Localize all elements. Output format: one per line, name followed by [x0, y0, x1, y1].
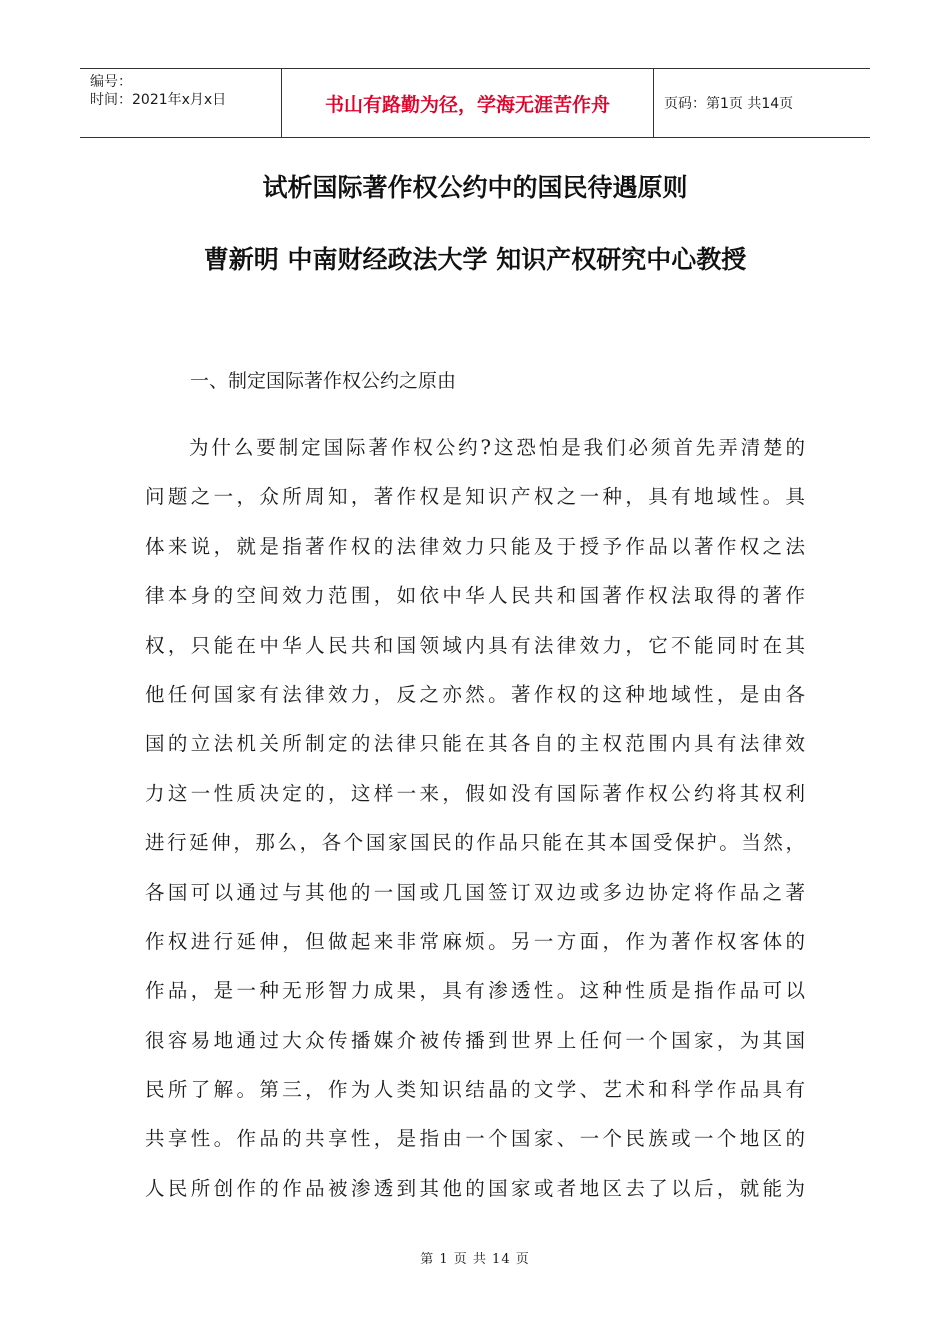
header-page-cell: [654, 69, 870, 137]
header-motto-cell: [282, 69, 654, 137]
paragraph-line: 体来说，就是指著作权的法律效力只能及于授予作品以著作权之法: [145, 534, 805, 558]
time-label: 时间：2021年x月x日: [90, 92, 227, 108]
paragraph-line: 作权进行延伸，但做起来非常麻烦。另一方面，作为著作权客体的: [145, 929, 805, 953]
paragraph-line: 进行延伸，那么，各个国家国民的作品只能在其本国受保护。当然，: [145, 831, 805, 855]
header-table: [80, 68, 870, 138]
motto-text: 书山有路勤为径，学海无涯苦作舟: [324, 93, 610, 116]
header-meta-cell: [80, 69, 282, 137]
paragraph-line: 民所了解。第三，作为人类知识结晶的文学、艺术和科学作品具有: [145, 1078, 805, 1102]
paragraph-line: 各国可以通过与其他的一国或几国签订双边或多边协定将作品之著: [145, 880, 805, 904]
paragraph-line: 他任何国家有法律效力，反之亦然。著作权的这种地域性，是由各: [145, 682, 805, 706]
page-footer: 第 1 页 共 14 页: [420, 1252, 530, 1267]
paragraph-line: 作品，是一种无形智力成果，具有渗透性。这种性质是指作品可以: [145, 979, 805, 1003]
body-paragraph: [145, 428, 805, 1218]
section-heading: 一、制定国际著作权公约之原由: [190, 370, 457, 392]
paragraph-line: 权，只能在中华人民共和国领域内具有法律效力，它不能同时在其: [145, 633, 805, 657]
author-line: 曹新明 中南财经政法大学 知识产权研究中心教授: [203, 245, 747, 274]
paragraph-line: 国的立法机关所制定的法律只能在其各自的主权范围内具有法律效: [145, 732, 805, 756]
paragraph-line: 律本身的空间效力范围，如依中华人民共和国著作权法取得的著作: [145, 584, 805, 608]
number-label: 编号：: [90, 74, 132, 90]
paragraph-line: 为什么要制定国际著作权公约?这恐怕是我们必须首先弄清楚的: [189, 436, 805, 459]
document-title: 试析国际著作权公约中的国民待遇原则: [262, 173, 688, 202]
page-info: 页码：第1页 共14页: [664, 96, 794, 112]
paragraph-line: 很容易地通过大众传播媒介被传播到世界上任何一个国家，为其国: [145, 1028, 805, 1052]
paragraph-line: 共享性。作品的共享性，是指由一个国家、一个民族或一个地区的: [145, 1127, 805, 1151]
paragraph-line: 问题之一，众所周知，著作权是知识产权之一种，具有地域性。具: [145, 485, 805, 509]
paragraph-line: 人民所创作的作品被渗透到其他的国家或者地区去了以后，就能为: [145, 1176, 805, 1200]
paragraph-line: 力这一性质决定的，这样一来，假如没有国际著作权公约将其权利: [145, 781, 805, 805]
